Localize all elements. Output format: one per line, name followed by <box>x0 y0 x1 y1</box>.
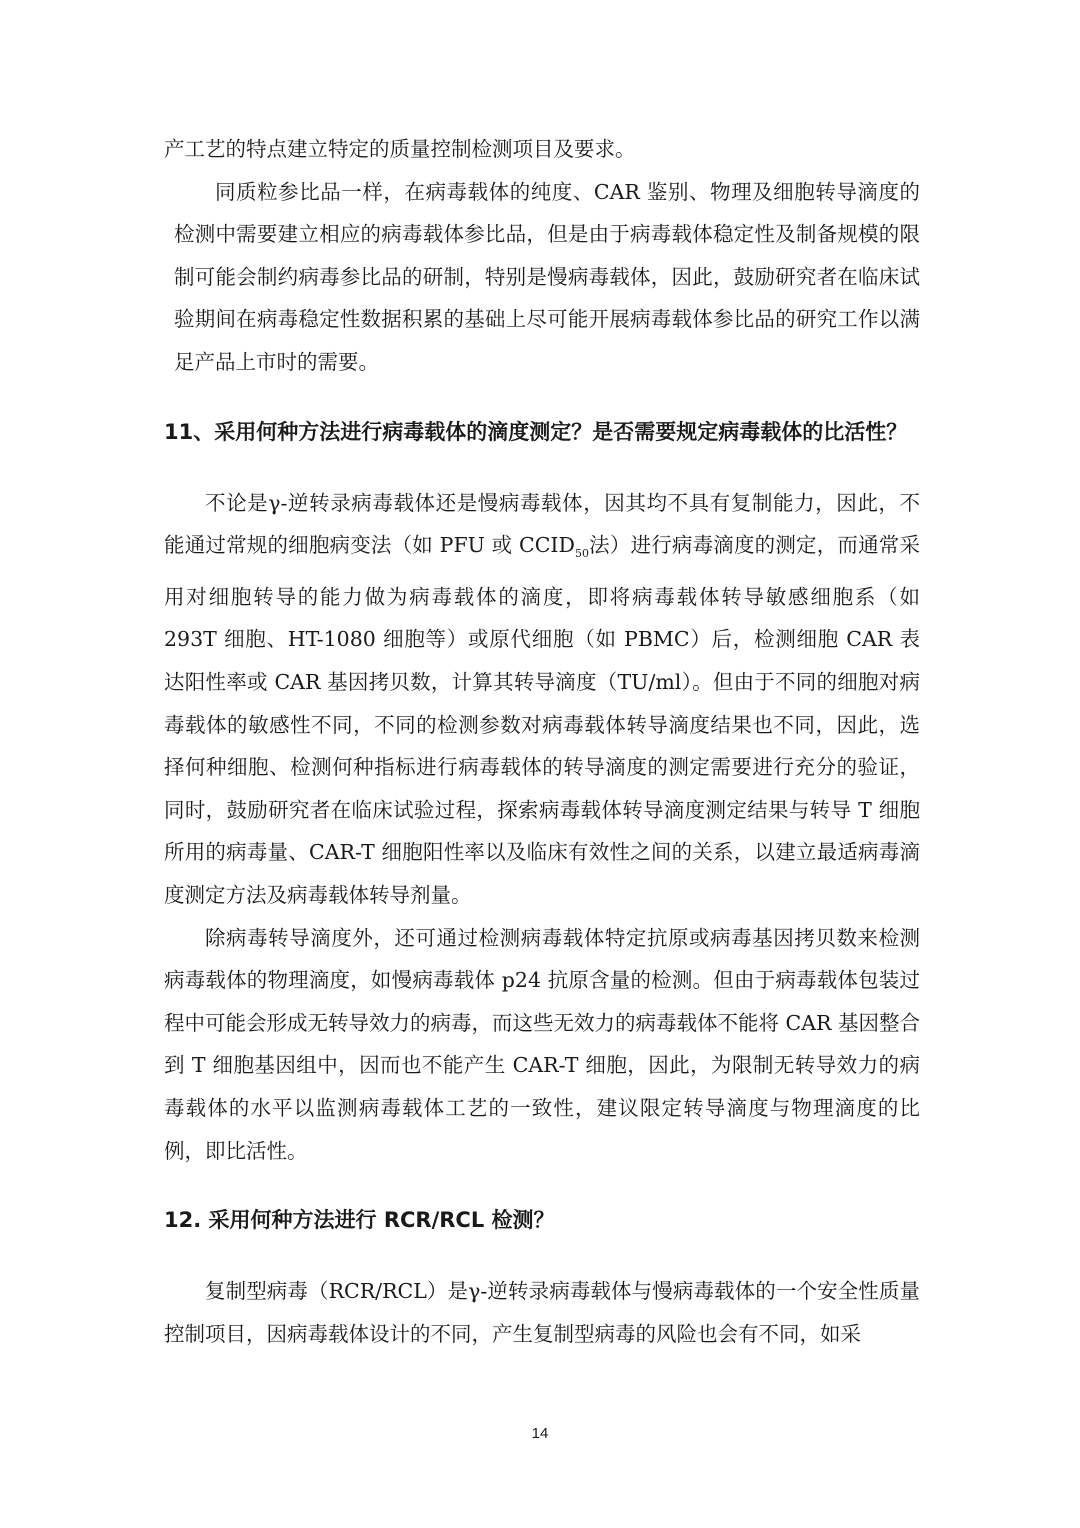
paragraph-rcr-rcl: 复制型病毒（RCR/RCL）是γ-逆转录病毒载体与慢病毒载体的一个安全性质量控制项目，因病毒载体设计的不同，产生复制型病毒的风险也会有不同，如采 <box>164 1279 920 1346</box>
subscript-50: 50 <box>574 547 589 561</box>
document-body <box>164 128 920 1355</box>
paragraph-titer-method-part-1: 不论是γ-逆转录病毒载体还是慢病毒载体，因其均不具有复制能力，因此，不能通过常规的细胞病变法（如 PFU 或 CCID <box>164 490 920 558</box>
paragraph-reference-standard: 同质粒参比品一样，在病毒载体的纯度、CAR 鉴别、物理及细胞转导滴度的检测中需要建立相应的病毒载体参比品，但是由于病毒载体稳定性及制备规模的限制可能会制约病毒参比品的研制，特别是慢病毒载体，因此，鼓励研究者在临床试验期间在病毒稳定性数据积累的基础上尽可能开展病毒载体参比品的研究工作以满足产品上市时的需要。 <box>174 179 920 374</box>
paragraph-physical-titer: 除病毒转导滴度外，还可通过检测病毒载体特定抗原或病毒基因拷贝数来检测病毒载体的物理滴度，如慢病毒载体 p24 抗原含量的检测。但由于病毒载体包装过程中可能会形成无转导效力的病毒，而这些无效力的病毒载体不能将 CAR 基因整合到 T 细胞基因组中，因而也不能产生 CAR-T 细胞，因此，为限制无转导效力的病毒载体的水平以监测病毒载体工艺的一致性，建议限定转导滴度与物理滴度的比例，即比活性。 <box>164 925 920 1163</box>
paragraph-titer-method <box>164 482 920 917</box>
page-number: 14 <box>531 1425 549 1442</box>
paragraph-continued: 产工艺的特点建立特定的质量控制检测项目及要求。 <box>164 137 636 161</box>
heading-question-12: 12. 采用何种方法进行 RCR/RCL 检测？ <box>164 1208 555 1233</box>
heading-question-11: 11、采用何种方法进行病毒载体的滴度测定？是否需要规定病毒载体的比活性？ <box>164 419 908 444</box>
paragraph-titer-method-part-2: 法）进行病毒滴度的测定，而通常采用对细胞转导的能力做为病毒载体的滴度，即将病毒载体转导敏感细胞系（如 293T 细胞、HT-1080 细胞等）或原代细胞（如 PBMC）后，检测细胞 CAR 表达阳性率或 CAR 基因拷贝数，计算其转导滴度（TU/ml）。但由于不同的细胞对病毒载体的敏感性不同，不同的检测参数对病毒载体转导滴度结果也不同，因此，选择何种细胞、检测何种指标进行病毒载体的转导滴度的测定需要进行充分的验证，同时，鼓励研究者在临床试验过程，探索病毒载体转导滴度测定结果与转导 T 细胞所用的病毒量、CAR-T 细胞阳性率以及临床有效性之间的关系，以建立最适病毒滴度测定方法及病毒载体转导剂量。 <box>164 533 920 907</box>
